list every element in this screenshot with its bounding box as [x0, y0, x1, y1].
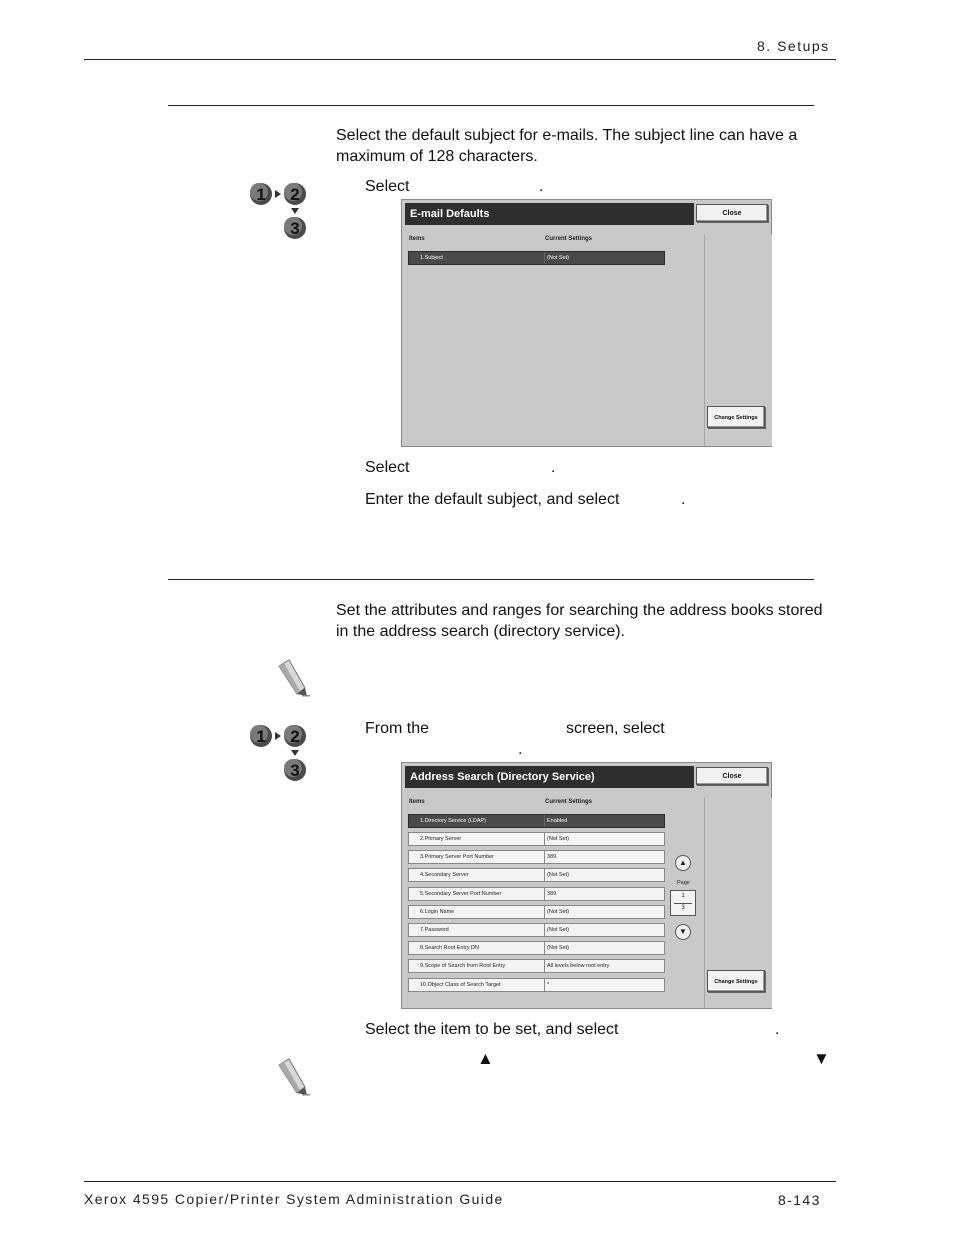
footer-page-number: 8-143 — [778, 1192, 821, 1208]
column-header-current-settings: Current Settings — [545, 236, 593, 242]
column-header-current-settings: Current Settings — [545, 799, 593, 805]
settings-row[interactable] — [408, 887, 665, 901]
row-item: 9.Scope of Search from Root Entry — [409, 960, 545, 972]
row-item: 10.Object Class of Search Target — [409, 979, 545, 991]
row-value: 389 — [547, 891, 557, 897]
step-sequence-icon — [248, 180, 310, 242]
section2-step2-end: . — [775, 1021, 780, 1038]
close-button[interactable]: Close — [696, 767, 768, 785]
change-settings-button[interactable]: Change Settings — [707, 406, 765, 428]
close-button[interactable]: Close — [696, 204, 768, 222]
settings-row[interactable] — [408, 923, 665, 937]
section2-step1-mid: screen, select — [566, 720, 665, 737]
row-item: 1.Subject — [409, 252, 545, 264]
page-label: Page — [677, 880, 690, 886]
section1-step2: Select — [365, 459, 410, 476]
svg-text:1: 1 — [256, 185, 266, 204]
row-value: (Not Set) — [547, 945, 570, 951]
row-value: (Not Set) — [547, 909, 570, 915]
pencil-note-icon — [275, 1057, 311, 1097]
settings-row[interactable] — [408, 814, 665, 828]
row-value: (Not Set) — [547, 836, 570, 842]
header-rule — [84, 59, 836, 60]
step-sequence-icon — [248, 722, 310, 784]
settings-row[interactable] — [408, 959, 665, 973]
row-item: 8.Search Root Entry DN — [409, 942, 545, 954]
screen-title: Address Search (Directory Service) — [405, 766, 694, 788]
row-item: 4.Secondary Server — [409, 869, 545, 881]
column-header-items: Items — [409, 799, 425, 805]
column-header-items: Items — [409, 236, 425, 242]
section1-step1-end: . — [539, 178, 544, 195]
svg-text:3: 3 — [290, 761, 300, 780]
section1-rule — [168, 105, 814, 106]
scroll-down-icon[interactable]: ▼ — [675, 924, 691, 940]
svg-text:2: 2 — [290, 185, 300, 204]
section2-step1-end: . — [518, 741, 523, 758]
down-arrow-icon: ▼ — [813, 1049, 830, 1068]
svg-text:3: 3 — [290, 219, 300, 238]
row-item: 3.Primary Server Port Number — [409, 851, 545, 863]
footer-rule — [84, 1181, 836, 1182]
address-search-screen — [401, 762, 772, 1009]
running-header: 8. Setups — [757, 38, 830, 54]
settings-row[interactable] — [408, 941, 665, 955]
section2-description: Set the attributes and ranges for searching the address books stored in the address search (directory service). — [336, 602, 823, 640]
settings-row[interactable] — [408, 868, 665, 882]
screen-title: E-mail Defaults — [405, 203, 694, 225]
footer-guide-title: Xerox 4595 Copier/Printer System Administration Guide — [84, 1191, 504, 1207]
settings-row[interactable] — [408, 251, 665, 265]
settings-row[interactable] — [408, 832, 665, 846]
scroll-up-icon[interactable]: ▲ — [675, 855, 691, 871]
settings-row[interactable] — [408, 850, 665, 864]
page-indicator — [670, 890, 696, 916]
row-item: 1.Directory Service (LDAP) — [409, 815, 545, 827]
row-value: * — [547, 982, 550, 988]
section2-step1-prefix: From the — [365, 720, 430, 737]
svg-text:1: 1 — [256, 727, 266, 746]
section1-description: Select the default subject for e-mails. The subject line can have a maximum of 128 characters. — [336, 127, 798, 165]
up-arrow-icon: ▲ — [477, 1049, 494, 1068]
row-item: 6.Login Name — [409, 906, 545, 918]
page-total: 3 — [681, 905, 685, 911]
row-value: 389 — [547, 854, 557, 860]
row-value: Enabled — [547, 818, 568, 824]
section1-step3: Enter the default subject, and select — [365, 491, 620, 508]
email-defaults-screen — [401, 199, 772, 447]
row-item: 2.Primary Server — [409, 833, 545, 845]
row-value: All levels below root entry — [547, 963, 610, 969]
row-value: (Not Set) — [547, 255, 570, 261]
pencil-note-icon — [275, 658, 311, 698]
section1-step1: Select — [365, 178, 410, 195]
row-value: (Not Set) — [547, 872, 570, 878]
section2-rule — [168, 579, 814, 580]
page-divider — [674, 903, 692, 904]
page-current: 1 — [681, 893, 685, 899]
section2-step2: Select the item to be set, and select — [365, 1021, 619, 1038]
row-item: 5.Secondary Server Port Number — [409, 888, 545, 900]
row-value: (Not Set) — [547, 927, 570, 933]
svg-text:2: 2 — [290, 727, 300, 746]
settings-row[interactable] — [408, 905, 665, 919]
section1-step3-end: . — [681, 491, 686, 508]
settings-row[interactable] — [408, 978, 665, 992]
row-item: 7.Password — [409, 924, 545, 936]
change-settings-button[interactable]: Change Settings — [707, 970, 765, 992]
section1-step2-end: . — [551, 459, 556, 476]
